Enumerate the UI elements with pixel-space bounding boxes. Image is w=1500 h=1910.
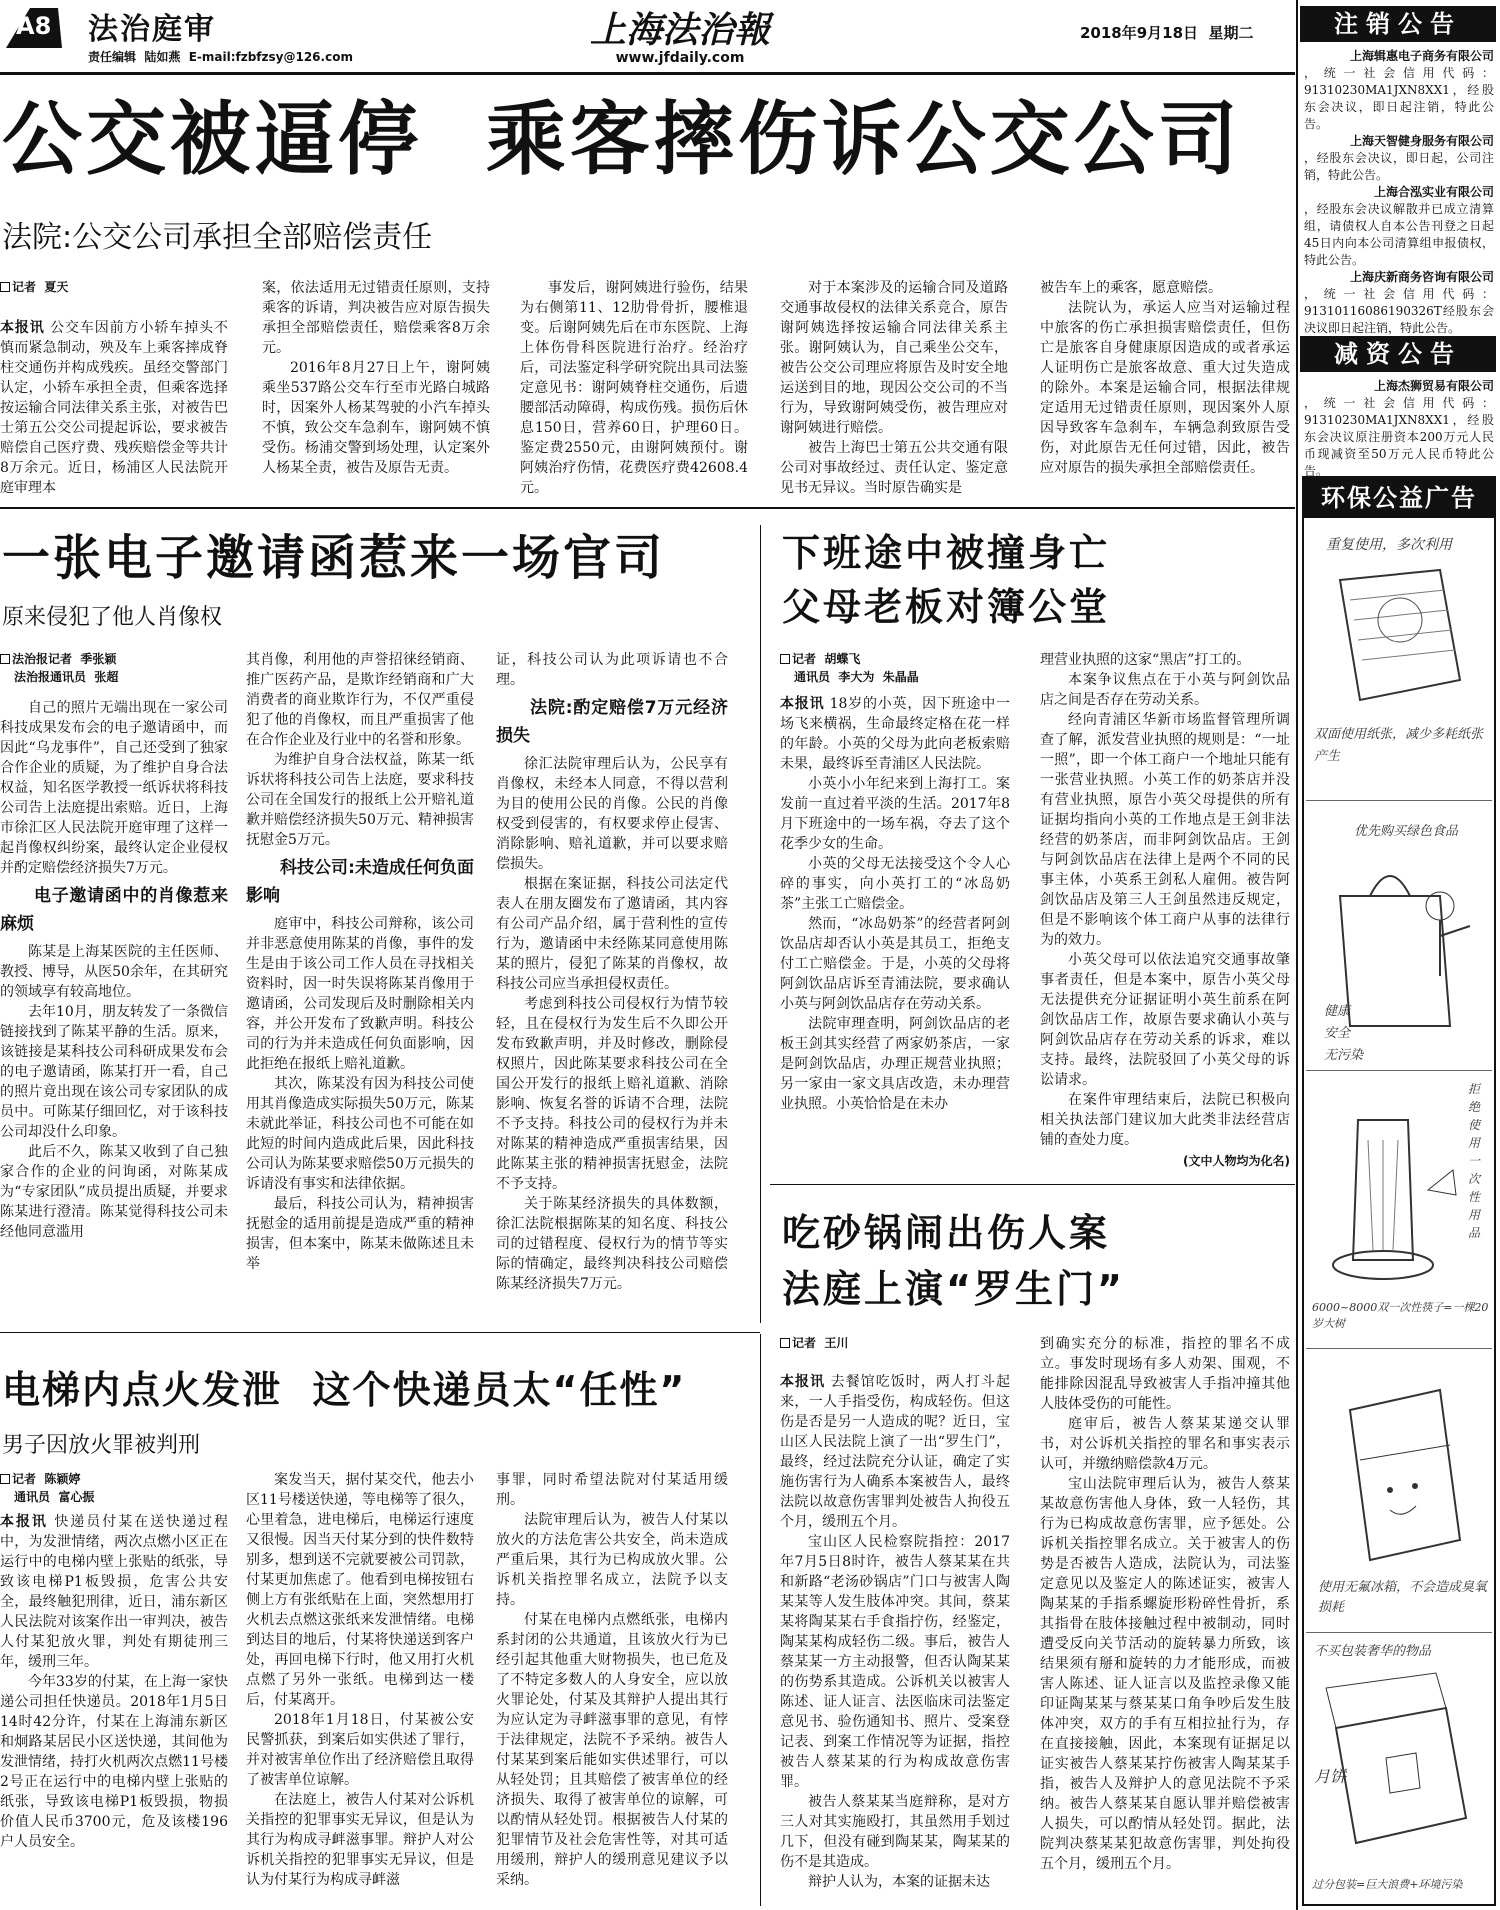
- article-lead-tag: 本报讯: [780, 1374, 826, 1390]
- ad-divider: [1306, 800, 1492, 801]
- ad-header: 环保公益广告: [1304, 478, 1494, 518]
- reduce-notice-list: [1304, 378, 1494, 478]
- story4-byline-text: 记者 王川: [792, 1336, 849, 1350]
- ad-shopping-bag-drawing: [1330, 846, 1480, 1036]
- article-paragraph: 事罪，同时希望法院对付某适用缓刑。: [496, 1472, 728, 1508]
- story5-col-3: [496, 1470, 728, 1906]
- notice-item: [1304, 184, 1494, 269]
- lead-byline-text: 记者 夏天: [12, 280, 69, 294]
- ad-fridge-drawing: [1330, 1370, 1480, 1570]
- article-paragraph: 2018年1月18日，付某被公安民警抓获，到案后如实供述了罪行，并对被害单位作出了经济赔偿且取得了被害单位谅解。: [246, 1712, 474, 1788]
- masthead-rule: [0, 72, 1295, 75]
- notice-item: [1304, 378, 1494, 480]
- story4-left-rule: [760, 1334, 761, 1906]
- story5-byline: [0, 1470, 230, 1506]
- byline-square-icon: [0, 654, 10, 664]
- article-paragraph: 其肖像，利用他的声誉招徕经销商、推广医药产品，是欺诈经销商和广大消费者的商业欺诈行为，不仅严重侵犯了他的肖像权，而且严重损害了他在合作企业及行业中的名誉和形象。: [246, 652, 474, 748]
- article-paragraph: 法院认为，承运人应当对运输过程中旅客的伤亡承担损害赔偿责任，但伤亡是旅客自身健康原因造成的或者承运人证明伤亡是旅客故意、重大过失造成的除外。本案是运输合同，根据法律规定适用无过错责任原则，现因案外人原因导致客车急刹车，车辆急刹致原告受伤，对此原告无任何过错，因此，被告应对原告的损失承担全部赔偿责任。: [1040, 300, 1290, 476]
- ad-text-doublesided: 双面使用纸张，减少多耗纸张产生: [1314, 727, 1484, 764]
- story5-byline-1: 记者 陈颖婷: [12, 1472, 81, 1486]
- ad-text-nopollution: 无污染: [1324, 1048, 1364, 1063]
- article-lead-tag: 本报讯: [780, 696, 825, 712]
- lead-col-3: [520, 278, 748, 496]
- story2-byline-1: 法治报记者 季张颖: [12, 652, 117, 666]
- ad-text-mooncake: 月饼: [1314, 1767, 1347, 1786]
- story2-right-rule: [760, 525, 761, 1323]
- lead-bottom-rule: [0, 507, 1295, 509]
- article-paragraph: 本报讯 快递员付某在送快递过程中，为发泄情绪，两次点燃小区正在运行中的电梯内壁上张贴的纸张，导致该电梯P1板毁损，危害公共安全，最终触犯刑律，近日，浦东新区人民法院对该案作出一审判决，被告人付某犯放火罪，判处有期徒刑三年，缓刑三年。: [0, 1514, 228, 1670]
- article-paragraph: 本报讯 公交车因前方小轿车掉头不慎而紧急制动，殃及车上乘客摔成脊柱交通伤并构成残疾。虽经交警部门认定，小轿车承担全责，但乘客选择按运输合同法律关系主张，对被告巴士第五公交公司提起诉讼，要求被告赔偿自己医疗费、残疾赔偿金等共计8万余元。近日，杨浦区人民法院开庭审理本: [0, 320, 229, 496]
- story5-byline-2: 通讯员 富心振: [14, 1490, 95, 1504]
- article-paragraph: 此后不久，陈某又收到了自己独家合作的企业的问询函，对陈某成为“专家团队”成员提出质疑，并要求陈某进行澄清。陈某觉得科技公司未经他同意滥用: [0, 1144, 228, 1240]
- article-paragraph: 法院审理查明，阿剑饮品店的老板王剑其实经营了两家奶茶店，一家是阿剑饮品店，办理正规营业执照；另一家由一家文具店改造，未办理营业执照。小英恰恰是在未办: [780, 1016, 1010, 1112]
- article-paragraph: 去年10月，朋友转发了一条微信链接找到了陈某平静的生活。原来，该链接是某科技公司科研成果发布会的电子邀请函，陈某打开一看，自己的照片竟出现在该公司专家团队的成员中。可陈某仔细回忆，对于该科技公司却没什么印象。: [0, 1004, 228, 1140]
- ad-tree-stump-drawing: [1318, 1100, 1458, 1300]
- story2-col-2: [246, 650, 474, 1323]
- article-paragraph: 本报讯 去餐馆吃饭时，两人打斗起来，一人手指受伤，构成轻伤。但这伤是否是另一人造成的呢？近日，宝山区人民法院上演了一出“罗生门”，最终，经过法院充分认证，确定了实施伤害行为人确系本案被告人，最终法院以故意伤害罪判处被告人拘役五个月，缓刑五个月。: [780, 1374, 1010, 1530]
- ad-text-packaging: 不买包装奢华的物品: [1314, 1644, 1432, 1659]
- article-paragraph: 法院审理后认为，被告人付某以放火的方法危害公共安全，尚未造成严重后果，其行为已构成放火罪。公诉机关指控罪名成立，法院予以支持。: [496, 1512, 728, 1608]
- article-paragraph: 2016年8月27日上午，谢阿姨乘坐537路公交车行至市光路白城路时，因案外人杨某驾驶的小汽车掉头不慎，致公交车急刹车，谢阿姨不慎受伤。杨浦交警到场处理，认定案外人杨某全责，被告及原告无责。: [262, 360, 490, 476]
- story5-deck: 男子因放火罪被判刑: [2, 1433, 201, 1458]
- notice-body: ，统一社会信用代码：91310116086190326T经股东会决议即日起注销，特此公告。: [1304, 287, 1494, 335]
- notice-company: 上海辑惠电子商务有限公司: [1349, 49, 1494, 63]
- ad-text-health: 健康: [1324, 1004, 1351, 1019]
- lead-deck: 法院:公交公司承担全部赔偿责任: [2, 220, 433, 255]
- story4-headline-1: 吃砂锅闹出伤人案: [782, 1211, 1111, 1255]
- byline-square-icon: [0, 282, 10, 292]
- issue-date: 2018年9月18日 星期二: [1080, 24, 1254, 42]
- article-paragraph: 宝山法院审理后认为，被告人蔡某某故意伤害他人身体，致一人轻伤，其行为已构成故意伤害罪，应予惩处。公诉机关指控罪名成立。关于被害人的伤势是否被告人造成，法院认为，司法鉴定意见以及鉴定人的陈述证实，被害人陶某某的手指系螺旋形粉碎性骨折，系其指骨在肢体接触过程中被制动，同时遭受反向关节活动的旋转暴力所致，该结果须有掰和旋转的力才能形成，而被害人陈述、证人证言以及监控录像又能印证陶某某与蔡某某口角争吵后发生肢体冲突，双方的手有互相拉扯行为，存在直接接触，因此，本案现有证据足以证实被告人蔡某某拧伤被害人陶某某手指，被告人及辩护人的意见法院不予采纳。被告人蔡某某自愿认罪并赔偿被害人损失，可以酌情从轻处罚。据此，法院判决蔡某某犯故意伤害罪，判处拘役五个月，缓刑五个月。: [1040, 1476, 1290, 1872]
- cancel-notice-header: 注销公告: [1300, 6, 1496, 42]
- article-paragraph: 本案争议焦点在于小英与阿剑饮品店之间是否存在劳动关系。: [1040, 672, 1290, 708]
- article-paragraph: 小英的父母无法接受这个令人心碎的事实，向小英打工的“冰岛奶茶”主张工亡赔偿金。: [780, 856, 1010, 912]
- article-paragraph: 为维护自身合法权益，陈某一纸诉状将科技公司告上法庭，要求科技公司在全国发行的报纸上公开赔礼道歉并赔偿经济损失50万元、精神损害抚慰金5万元。: [246, 752, 474, 848]
- story2-col-1: [0, 698, 228, 1323]
- story3-col-2: [1040, 650, 1290, 1160]
- editor-line: 责任编辑 陆如燕 E-mail:fzbfzsy@126.com: [88, 50, 353, 64]
- article-paragraph: 证，科技公司认为此项诉请也不合理。: [496, 652, 728, 688]
- article-paragraph: 根据在案证据，科技公司法定代表人在朋友圈发布了邀请函，其内容有公司产品介绍，属于营利性的宣传行为，邀请函中未经陈某同意使用陈某的照片，侵犯了陈某的肖像权，故科技公司应当承担侵权责任。: [496, 876, 728, 992]
- story2-col-3: [496, 650, 728, 1323]
- notice-company: 上海庆新商务咨询有限公司: [1349, 270, 1494, 284]
- lead-headline: 公交被逼停 乘客摔伤诉公交公司: [2, 93, 1242, 186]
- article-paragraph: 小英父母可以依法追究交通事故肇事者责任，但是本案中，原告小英父母无法提供充分证据证明小英生前系在阿剑饮品店工作，故原告要求确认小英与阿剑饮品店存在劳动关系的诉求，难以支持。最终，法院驳回了小英父母的诉讼请求。: [1040, 952, 1290, 1088]
- article-paragraph: 最后，科技公司认为，精神损害抚慰金的适用前提是造成严重的精神损害，但本案中，陈某未做陈述且未举: [246, 1196, 474, 1272]
- article-paragraph: 案发当天，据付某交代，他去小区11号楼送快递，等电梯等了很久，心里着急，进电梯后，电梯运行速度又很慢。因当天付某分到的快件数特别多，想到送不完就要被公司罚款，付某更加焦虑了。他看到电梯按钮右侧上方有张纸贴在上面，突然想用打火机去点燃这张纸来发泄情绪。电梯到达目的地后，付某将快递送到客户处，再回电梯下行时，他又用打火机点燃了另外一张纸。电梯到达一楼后，付某离开。: [246, 1472, 474, 1708]
- notice-company: 上海杰狮贸易有限公司: [1373, 379, 1494, 393]
- article-paragraph: 考虑到科技公司侵权行为情节较轻，且在侵权行为发生后不久即公开发布致歉声明，并及时修改，删除侵权照片，因此陈某要求科技公司在全国公开发行的报纸上赔礼道歉、消除影响、恢复名誉的诉请不合理，法院不予支持。科技公司的侵权行为并未对陈某的精神造成严重损害结果，因此陈某主张的精神损害抚慰金，法院不予支持。: [496, 996, 728, 1192]
- article-paragraph: 辩护人认为，本案的证据未达: [808, 1874, 990, 1890]
- article-paragraph: 小英小小年纪来到上海打工。案发前一直过着平淡的生活。2017年8月下班途中的一场车祸，夺去了这个花季少女的生命。: [780, 776, 1010, 852]
- story3-byline: [780, 650, 1020, 686]
- article-paragraph: 今年33岁的付某，在上海一家快递公司担任快递员。2018年1月5日14时42分许，付某在上海浦东新区和炯路某居民小区送快递，其间他为发泄情绪，持打火机两次点燃11号楼2号正在运行中的电梯内壁上张贴的纸张，导致该电梯P1板毁损，物损价值人民币3700元，危及该楼196户人员安全。: [0, 1674, 228, 1850]
- ad-text-safe: 安全: [1324, 1026, 1351, 1041]
- article-paragraph: 然而，“冰岛奶茶”的经营者阿剑饮品店却否认小英是其员工，拒绝支付工亡赔偿金。于是，小英的父母将阿剑饮品店诉至青浦法院，要求确认小英与阿剑饮品店存在劳动关系。: [780, 916, 1010, 1012]
- article-paragraph: 自己的照片无端出现在一家公司科技成果发布会的电子邀请函中，而因此“乌龙事件”，自己还受到了独家合作企业的质疑，为了维护自身合法权益，知名医学教授一纸诉状将科技公司告上法庭提出索赔。近日，上海市徐汇区人民法院开庭审理了这样一起肖像权纠纷案，最终认定企业侵权并酌定赔偿经济损失7万元。: [0, 700, 228, 876]
- article-lead-tag: 本报讯: [0, 1514, 48, 1530]
- article-paragraph: 被告上海巴士第五公共交通有限公司对事故经过、责任认定、鉴定意见书无异议。当时原告确实是: [780, 440, 1008, 496]
- story2-byline-2: 法治报通讯员 张超: [14, 670, 119, 684]
- reduce-notice-header: 减资公告: [1300, 336, 1496, 372]
- article-paragraph: 理营业执照的这家“黑店”打工的。: [1040, 652, 1251, 668]
- article-paragraph: 付某在电梯内点燃纸张，电梯内系封闭的公共通道，且该放火行为已经引起其他重大财物损失，也已危及了不特定多数人的人身安全，应以放火罪论处，付某及其辩护人提出其行为应认定为寻衅滋事罪的意见，有悖于法律规定，法院不予采纳。被告人付某某到案后能如实供述罪行，可以从轻处罚；且其赔偿了被害单位的经济损失、取得了被害单位的谅解，可以酌情从轻处罚。根据被告人付某的犯罪情节及社会危害性等，对其可适用缓刑，辩护人的缓刑意见建议予以采纳。: [496, 1612, 728, 1888]
- article-paragraph: 案，依法适用无过错责任原则，支持乘客的诉请，判决被告应对原告损失承担全部赔偿责任，赔偿乘客8万余元。: [262, 280, 490, 356]
- byline-square-icon: [780, 1338, 790, 1348]
- article-paragraph: 本报讯 18岁的小英，因下班途中一场飞来横祸，生命最终定格在花一样的年龄。小英的父母为此向老板索赔未果，最终诉至青浦区人民法院。: [780, 696, 1011, 772]
- section-title: 法治庭审: [88, 12, 216, 47]
- ad-text-no-disposable: 拒绝使用一次性用品: [1468, 1082, 1481, 1240]
- article-lead-tag: 本报讯: [0, 320, 45, 336]
- story3-headline-2: 父母老板对簿公堂: [782, 585, 1111, 629]
- lead-col-4: [780, 278, 1008, 496]
- page-number-badge: [0, 4, 62, 48]
- article-paragraph: 被告人蔡某某当庭辩称，是对方三人对其实施殴打，其虽然用手划过几下，但没有碰到陶某某，陶某某的伤不是其造成。: [780, 1794, 1010, 1870]
- notice-item: [1304, 48, 1494, 133]
- lead-col-1: [0, 318, 228, 496]
- article-paragraph: 关于陈某经济损失的具体数额，徐汇法院根据陈某的知名度、科技公司的过错程度、侵权行为的情节等实际的情确定，最终判决科技公司赔偿陈某经济损失7万元。: [496, 1196, 728, 1292]
- story4-headline-2: 法庭上演“罗生门”: [782, 1267, 1125, 1311]
- ad-text-green-food: 优先购买绿色食品: [1354, 824, 1459, 839]
- sidebar-left-rule: [1296, 0, 1298, 1910]
- story2-byline: [0, 650, 230, 686]
- article-paragraph: 对于本案涉及的运输合同及道路交通事故侵权的法律关系竞合，原告谢阿姨选择按运输合同法律关系主张。谢阿姨认为，自己乘坐公交车，被告公交公司理应将原告及时安全地运送到目的地，现因公交公司的不当行为，导致谢阿姨受伤，被告理应对谢阿姨进行赔偿。: [780, 280, 1008, 436]
- story3-byline-1: 记者 胡蝶飞: [792, 652, 861, 666]
- notice-body: ，统一社会信用代码：91310230MA1JXN8XX1，经股东会决议，即日起注销，特此公告。: [1304, 66, 1494, 131]
- lead-byline: [0, 278, 250, 296]
- notice-body: ，统一社会信用代码：91310230MA1JXN8XX1，经股东会决议原注册资本200万元人民币现减资至50万元人民币特此公告。: [1304, 396, 1494, 478]
- notice-item: [1304, 269, 1494, 337]
- article-paragraph: 庭审后，被告人蔡某某递交认罪书，对公诉机关指控的罪名和事实表示认可，并缴纳赔偿款4万元。: [1040, 1416, 1290, 1472]
- article-paragraph: 经向青浦区华新市场监督管理所调查了解，派发营业执照的规则是：“一址一照”，即一个体工商户一个地址只能有一张营业执照。小英工作的奶茶店并没有营业执照，原告小英父母提供的所有证据均指向小英的工作地点是王剑非法经营的奶茶店，而非阿剑饮品店。王剑与阿剑饮品店在法律上是两个不同的民事主体，小英系王剑私人雇佣。被告阿剑饮品店及第三人王剑虽然违反规定，但是不影响该个体工商户从事的法律行为的效力。: [1040, 712, 1290, 948]
- notice-body: ，经股东会决议，即日起，公司注销，特此公告。: [1304, 151, 1494, 182]
- ad-text-reuse: 重复使用，多次利用: [1326, 537, 1452, 553]
- article-subheading: 科技公司:未造成任何负面影响: [246, 858, 474, 906]
- notice-company: 上海天智健身服务有限公司: [1349, 134, 1494, 148]
- story2-deck: 原来侵犯了他人肖像权: [2, 605, 223, 630]
- cancel-notice-list: [1304, 48, 1494, 335]
- article-paragraph: 徐汇法院审理后认为，公民享有肖像权，未经本人同意，不得以营利为目的使用公民的肖像。公民的肖像权受到侵害的，有权要求停止侵害、消除影响、赔礼道歉，并可以要求赔偿损失。: [496, 756, 728, 872]
- website-url[interactable]: www.jfdaily.com: [615, 50, 745, 66]
- lead-col-2: [262, 278, 490, 496]
- article-subheading: 电子邀请函中的肖像惹来麻烦: [0, 886, 228, 934]
- story5-headline: 电梯内点火发泄 这个快递员太“任性”: [2, 1368, 687, 1412]
- paper-name-logo: 上海法治報: [589, 9, 770, 51]
- lead-col-5: [1040, 278, 1290, 496]
- ad-paper-drawing: [1320, 560, 1480, 720]
- notice-company: 上海合泓实业有限公司: [1373, 185, 1494, 199]
- article-subheading: 法院:酌定赔偿7万元经济损失: [496, 698, 728, 746]
- article-paragraph: 庭审中，科技公司辩称，该公司并非恶意使用陈某的肖像，事件的发生是由于该公司工作人员在寻找相关资料时，因一时失误将陈某肖像用于邀请函，公司发现后及时删除相关内容，并公开发布了致歉声明。科技公司的行为并未造成任何负面影响，因此拒绝在报纸上赔礼道歉。: [246, 916, 474, 1072]
- article-paragraph: 到确实充分的标准，指控的罪名不成立。事发时现场有多人劝架、围观，不能排除因混乱导致被害人手指冲撞其他人肢体受伤的可能性。: [1040, 1336, 1290, 1412]
- ad-divider: [1306, 1632, 1492, 1633]
- ad-text-waste: 过分包装=巨大浪费+环境污染: [1312, 1878, 1463, 1891]
- notice-body: ，经股东会决议解散并已成立清算组，请债权人自本公告刊登之日起45日内向本公司清算组申报债权，特此公告。: [1304, 202, 1494, 267]
- article-paragraph: 在案件审理结束后，法院已积极向相关执法部门建议加大此类非法经营店铺的查处力度。: [1040, 1092, 1290, 1148]
- story5-col-2: [246, 1470, 474, 1906]
- notice-item: [1304, 133, 1494, 184]
- story4-col-1: [780, 1372, 1010, 1906]
- page-number: A8: [16, 12, 52, 40]
- article-paragraph: 其次，陈某没有因为科技公司使用其肖像造成实际损失50万元，陈某未就此举证，科技公司也不可能在如此短的时间内造成此后果，因此科技公司认为陈某要求赔偿50万元损失的诉请没有事实和法律依据。: [246, 1076, 474, 1192]
- story2-headline: 一张电子邀请函惹来一场官司: [2, 530, 666, 586]
- story4-col-2: [1040, 1334, 1290, 1906]
- story3-signature: (文中人物均为化名): [1183, 1154, 1290, 1168]
- byline-square-icon: [0, 1474, 10, 1484]
- ad-divider: [1306, 1070, 1492, 1071]
- story5-top-rule: [0, 1332, 760, 1333]
- ad-text-chopsticks: 6000~8000双一次性筷子=一棵20岁大树: [1312, 1301, 1489, 1330]
- story3-bottom-rule: [770, 1184, 1295, 1185]
- story4-byline: [780, 1334, 980, 1352]
- story5-col-1: [0, 1512, 228, 1906]
- ad-divider: [1306, 1348, 1492, 1349]
- story3-byline-2: 通讯员 李大为 朱晶晶: [794, 670, 919, 684]
- article-paragraph: 陈某是上海某医院的主任医师、教授、博导，从医50余年，在其研究的领域享有较高地位。: [0, 944, 228, 1000]
- ad-text-fridge: 使用无氟冰箱，不会造成臭氧损耗: [1318, 1580, 1488, 1615]
- byline-square-icon: [780, 654, 790, 664]
- article-paragraph: 被告车上的乘客，愿意赔偿。: [1040, 280, 1222, 296]
- article-paragraph: 事发后，谢阿姨进行验伤，结果为右侧第11、12肋骨骨折，腰椎退变。后谢阿姨先后在市东医院、上海上体伤骨科医院进行治疗。经治疗后，司法鉴定科学研究院出具司法鉴定意见书：谢阿姨脊柱交通伤，后遗腰部活动障碍，构成伤残。损伤后休息150日，营养60日，护理60日。鉴定费2550元，由谢阿姨预付。谢阿姨治疗伤情，花费医疗费42608.4元。: [520, 280, 748, 496]
- article-paragraph: 在法庭上，被告人付某对公诉机关指控的犯罪事实无异议，但是认为其行为构成寻衅滋事罪。辩护人对公诉机关指控的犯罪事实无异议，但是认为付某行为构成寻衅滋: [246, 1792, 474, 1888]
- article-paragraph: 宝山区人民检察院指控：2017年7月5日8时许，被告人蔡某某在共和新路“老汤砂锅店”门口与被害人陶某某等人发生肢体冲突。其间，蔡某某将陶某某右手食指拧伤，经鉴定，陶某某构成轻伤二级。事后，被告人蔡某某一方主动报警，但否认陶某某的伤势系其造成。公诉机关以被害人陈述、证人证言、法医临床司法鉴定意见书、验伤通知书、照片、受案登记表、到案工作情况等为证据，指控被告人蔡某某的行为构成故意伤害罪。: [780, 1534, 1010, 1790]
- story3-col-1: [780, 694, 1010, 1164]
- story3-headline-1: 下班途中被撞身亡: [782, 531, 1111, 575]
